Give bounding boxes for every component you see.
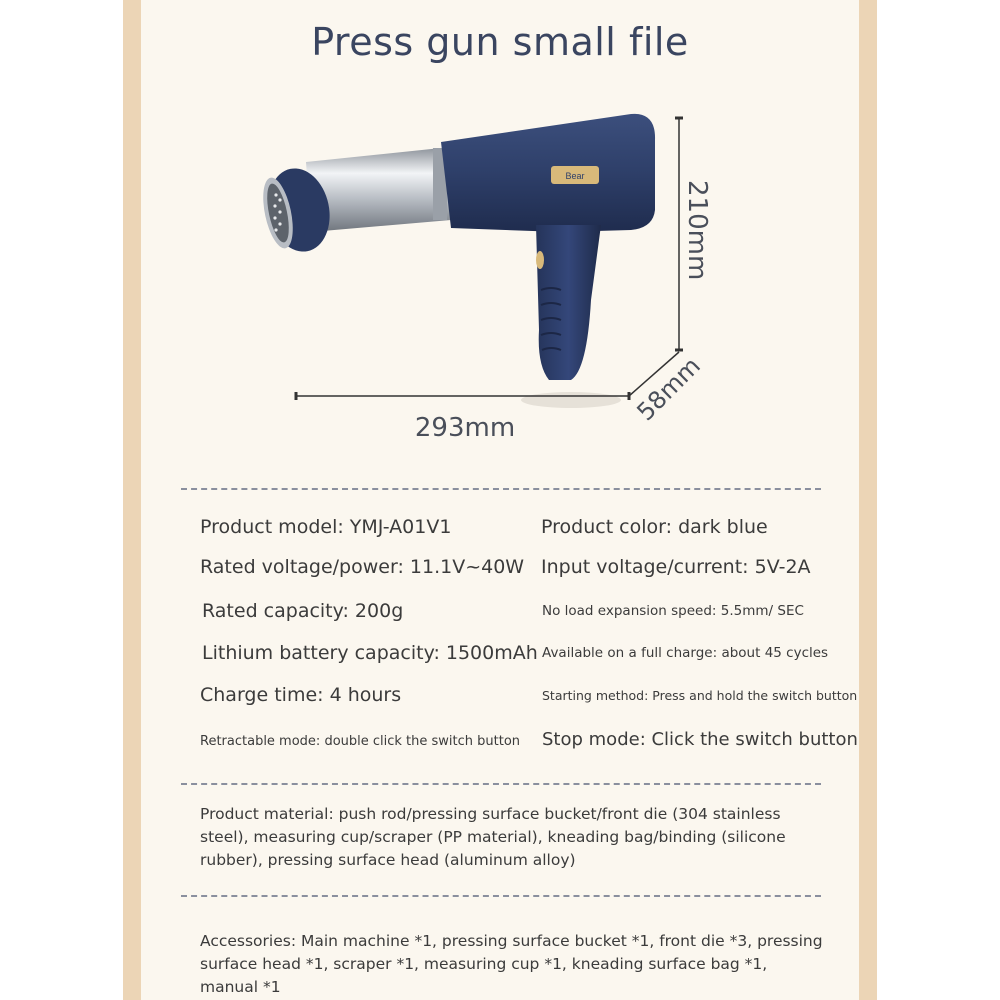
spec-stop-mode: Stop mode: Click the switch button (542, 729, 858, 750)
main-body (441, 114, 655, 232)
product-illustration (141, 100, 859, 460)
spec-input-voltage: Input voltage/current: 5V-2A (541, 556, 811, 578)
spec-expansion-speed: No load expansion speed: 5.5mm/ SEC (542, 603, 804, 619)
length-dimension-label: 293mm (414, 413, 516, 443)
accessories-text: Accessories: Main machine *1, pressing surface bucket *1, front die *3, pressing surface head *1, scraper *1, measuring cup *1, kneading surface bag *1, manual *1 (200, 932, 823, 996)
divider-3 (181, 895, 821, 897)
brand-mark-text: Bear (565, 171, 585, 181)
spec-retract-mode: Retractable mode: double click the switch button (200, 734, 521, 749)
page-title: Press gun small file (311, 20, 689, 64)
floor-shadow (521, 392, 621, 408)
spec-model: Product model: YMJ-A01V1 (200, 516, 452, 538)
divider-1 (181, 488, 821, 490)
handle (536, 225, 601, 380)
height-dimension-label: 210mm (682, 180, 712, 281)
right-decor-band (859, 0, 877, 1000)
switch-button (536, 251, 544, 269)
spec-capacity: Rated capacity: 200g (202, 600, 404, 622)
divider-2 (181, 783, 821, 785)
material-text: Product material: push rod/pressing surface bucket/front die (304 stainless steel), measuring cup/scraper (PP material), kneading bag/binding (silicone rubber), pressing surface head (aluminum alloy) (200, 805, 786, 869)
left-decor-band (123, 0, 141, 1000)
spec-charge-time: Charge time: 4 hours (200, 684, 402, 706)
spec-start-method: Starting method: Press and hold the switch button (542, 688, 858, 703)
spec-battery: Lithium battery capacity: 1500mAh (202, 642, 538, 664)
width-dimension-label: 58mm (631, 351, 706, 427)
spec-color: Product color: dark blue (541, 516, 768, 538)
product-panel (141, 0, 859, 1000)
spec-rated-voltage: Rated voltage/power: 11.1V~40W (200, 556, 525, 578)
spec-full-charge: Available on a full charge: about 45 cycles (542, 645, 829, 661)
